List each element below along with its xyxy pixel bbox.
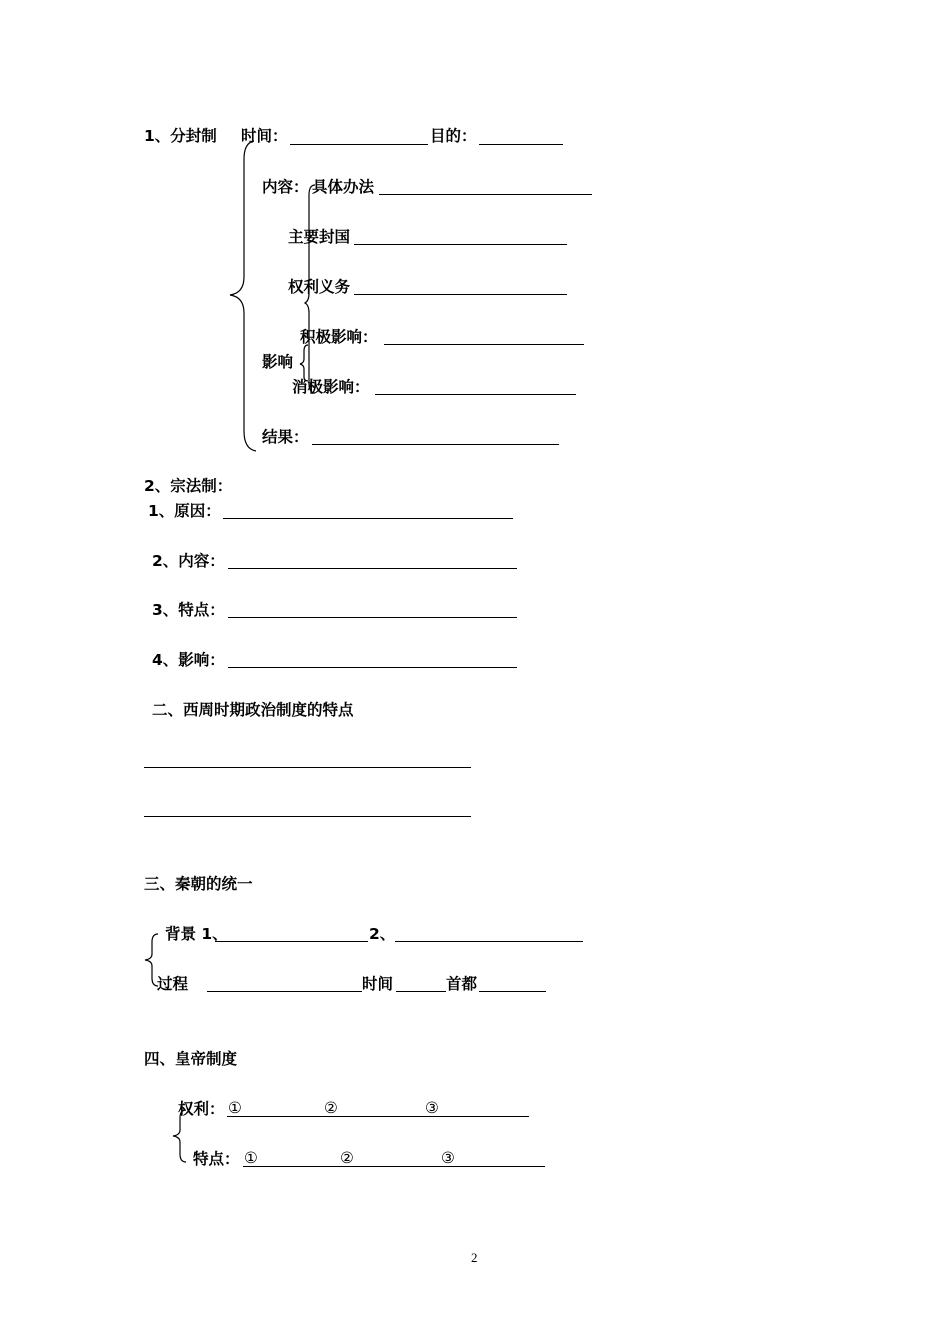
xizhou-blank-2[interactable] bbox=[144, 816, 471, 817]
content-label: 内容： bbox=[262, 178, 309, 196]
xizhou-title: 二、西周时期政治制度的特点 bbox=[152, 701, 354, 719]
power-circle-3: ③ bbox=[425, 1099, 439, 1117]
fenfeng-title: 1、分封制 bbox=[144, 127, 217, 145]
background-label: 背景 1、 bbox=[165, 925, 228, 943]
zongfa-features-label: 3、特点： bbox=[152, 601, 225, 619]
negative-label: 消极影响： bbox=[292, 378, 370, 396]
power-circle-1: ① bbox=[228, 1099, 242, 1117]
zongfa-title: 2、宗法制： bbox=[144, 477, 233, 495]
xizhou-blank-1[interactable] bbox=[144, 767, 471, 768]
fiefs-label: 主要封国 bbox=[288, 228, 351, 246]
result-label: 结果： bbox=[262, 428, 309, 446]
features-circle-1: ① bbox=[244, 1149, 258, 1167]
zongfa-impact-label: 4、影响： bbox=[152, 651, 225, 669]
emperor-title: 四、皇帝制度 bbox=[144, 1050, 238, 1068]
background-num2: 2、 bbox=[369, 925, 396, 943]
positive-label: 积极影响： bbox=[300, 328, 378, 346]
features-circle-3: ③ bbox=[441, 1149, 455, 1167]
reason-blank[interactable] bbox=[223, 518, 513, 519]
positive-blank[interactable] bbox=[384, 344, 584, 345]
power-label: 权利： bbox=[178, 1100, 225, 1118]
process-blank[interactable] bbox=[207, 991, 362, 992]
page-number: 2 bbox=[471, 1250, 478, 1265]
result-blank[interactable] bbox=[312, 444, 559, 445]
fiefs-blank[interactable] bbox=[354, 244, 567, 245]
impact-brace bbox=[298, 343, 310, 383]
emperor-features-blank[interactable] bbox=[243, 1166, 545, 1167]
emperor-features-label: 特点： bbox=[193, 1150, 240, 1168]
purpose-label: 目的： bbox=[430, 127, 477, 145]
time-label: 时间： bbox=[241, 127, 288, 145]
capital-blank[interactable] bbox=[479, 991, 546, 992]
power-blank[interactable] bbox=[227, 1116, 529, 1117]
method-blank[interactable] bbox=[379, 194, 592, 195]
negative-blank[interactable] bbox=[375, 394, 576, 395]
rights-blank[interactable] bbox=[354, 294, 567, 295]
purpose-blank[interactable] bbox=[479, 144, 563, 145]
zongfa-impact-blank[interactable] bbox=[228, 667, 517, 668]
process-label: 过程 bbox=[157, 975, 189, 993]
reason-label: 1、原因： bbox=[148, 502, 221, 520]
background-blank-2[interactable] bbox=[395, 941, 583, 942]
capital-label: 首都 bbox=[446, 975, 478, 993]
background-blank-1[interactable] bbox=[215, 941, 368, 942]
method-label: 具体办法 bbox=[312, 178, 375, 196]
qin-title: 三、秦朝的统一 bbox=[144, 875, 253, 893]
power-circle-2: ② bbox=[324, 1099, 338, 1117]
qin-time-blank[interactable] bbox=[396, 991, 446, 992]
zongfa-features-blank[interactable] bbox=[228, 617, 517, 618]
rights-label: 权利义务 bbox=[288, 278, 351, 296]
time-blank[interactable] bbox=[290, 144, 428, 145]
outer-brace bbox=[226, 137, 256, 455]
zongfa-content-blank[interactable] bbox=[228, 568, 517, 569]
zongfa-content-label: 2、内容： bbox=[152, 552, 225, 570]
impact-label: 影响 bbox=[262, 353, 294, 371]
qin-time-label: 时间 bbox=[362, 975, 394, 993]
features-circle-2: ② bbox=[340, 1149, 354, 1167]
